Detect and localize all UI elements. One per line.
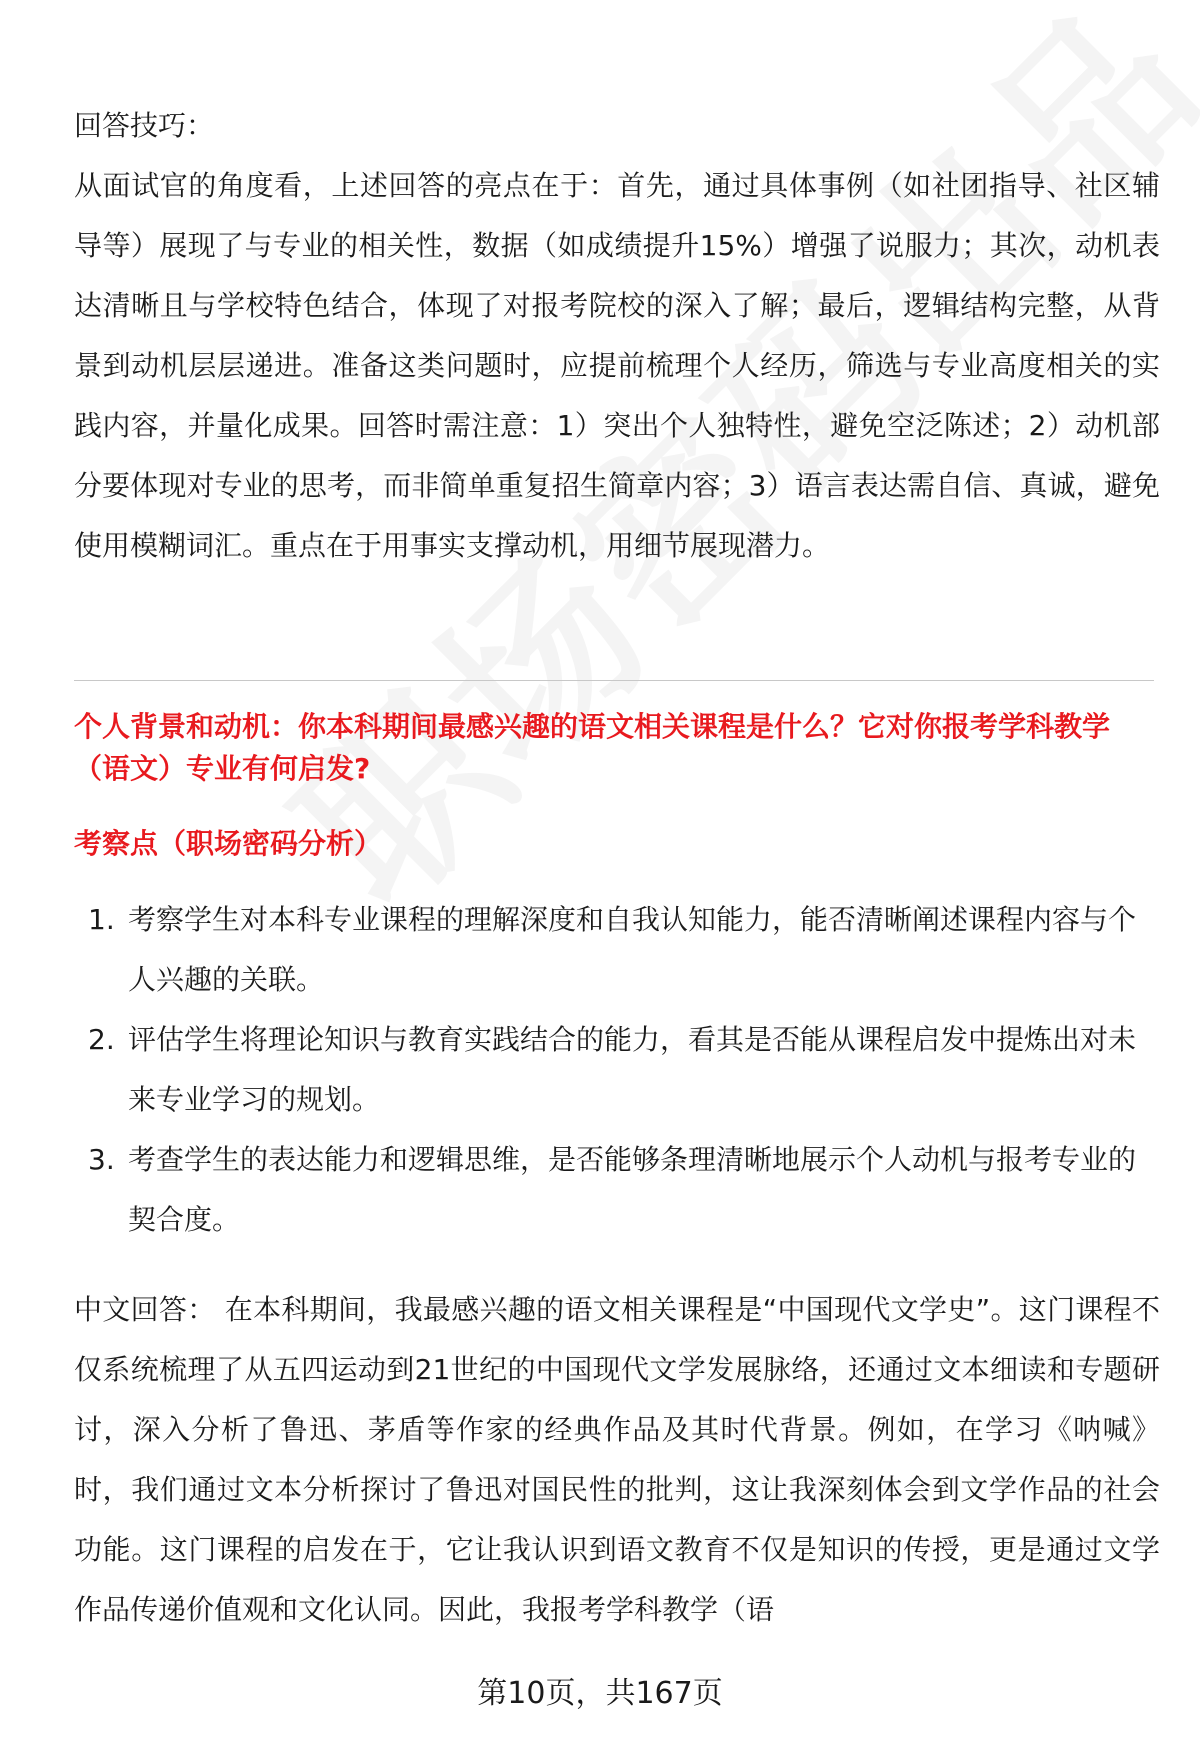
tips-body: 从面试官的角度看，上述回答的亮点在于：首先，通过具体事例（如社团指导、社区辅导等）展现了与专业的相关性，数据（如成绩提升15%）增强了说服力；其次，动机表达清晰且与学校特色结合，体现了对报考院校的深入了解；最后，逻辑结构完整，从背景到动机层层递进。准备这类问题时，应提前梳理个人经历，筛选与专业高度相关的实践内容，并量化成果。回答时需注意：1）突出个人独特性，避免空泛陈述；2）动机部分要体现对专业的思考，而非简单重复招生简章内容；3）语言表达需自信、真诚，避免使用模糊词汇。重点在于用事实支撑动机，用细节展现潜力。 bbox=[74, 169, 1160, 562]
list-item bbox=[74, 890, 1160, 1010]
analysis-points-list bbox=[74, 890, 1160, 1250]
list-item-number: 2. bbox=[88, 1023, 115, 1056]
question-heading: 个人背景和动机：你本科期间最感兴趣的语文相关课程是什么？它对你报考学科教学（语文）专业有何启发? bbox=[74, 710, 1111, 785]
answer-paragraph: 中文回答： 在本科期间，我最感兴趣的语文相关课程是“中国现代文学史”。这门课程不仅系统梳理了从五四运动到21世纪的中国现代文学发展脉络，还通过文本细读和专题研讨，深入分析了鲁迅、茅盾等作家的经典作品及其时代背景。例如，在学习《呐喊》时，我们通过文本分析探讨了鲁迅对国民性的批判，这让我深刻体会到文学作品的社会功能。这门课程的启发在于，它让我认识到语文教育不仅是知识的传授，更是通过文学作品传递价值观和文化认同。因此，我报考学科教学（语 bbox=[74, 1293, 1160, 1626]
analysis-subheading: 考察点（职场密码分析） bbox=[74, 827, 383, 860]
list-item-text: 考察学生对本科专业课程的理解深度和自我认知能力，能否清晰阐述课程内容与个人兴趣的关联。 bbox=[128, 903, 1137, 996]
list-item-number: 1. bbox=[88, 903, 115, 936]
list-item-text: 评估学生将理论知识与教育实践结合的能力，看其是否能从课程启发中提炼出对未来专业学习的规划。 bbox=[128, 1023, 1137, 1116]
section-divider bbox=[74, 680, 1154, 681]
list-item bbox=[74, 1130, 1160, 1250]
list-item-text: 考查学生的表达能力和逻辑思维，是否能够条理清晰地展示个人动机与报考专业的契合度。 bbox=[128, 1143, 1137, 1236]
page-number-footer: 第10页，共167页 bbox=[477, 1676, 723, 1711]
list-item-number: 3. bbox=[88, 1143, 115, 1176]
tips-label: 回答技巧： bbox=[74, 109, 215, 142]
list-item bbox=[74, 1010, 1160, 1130]
